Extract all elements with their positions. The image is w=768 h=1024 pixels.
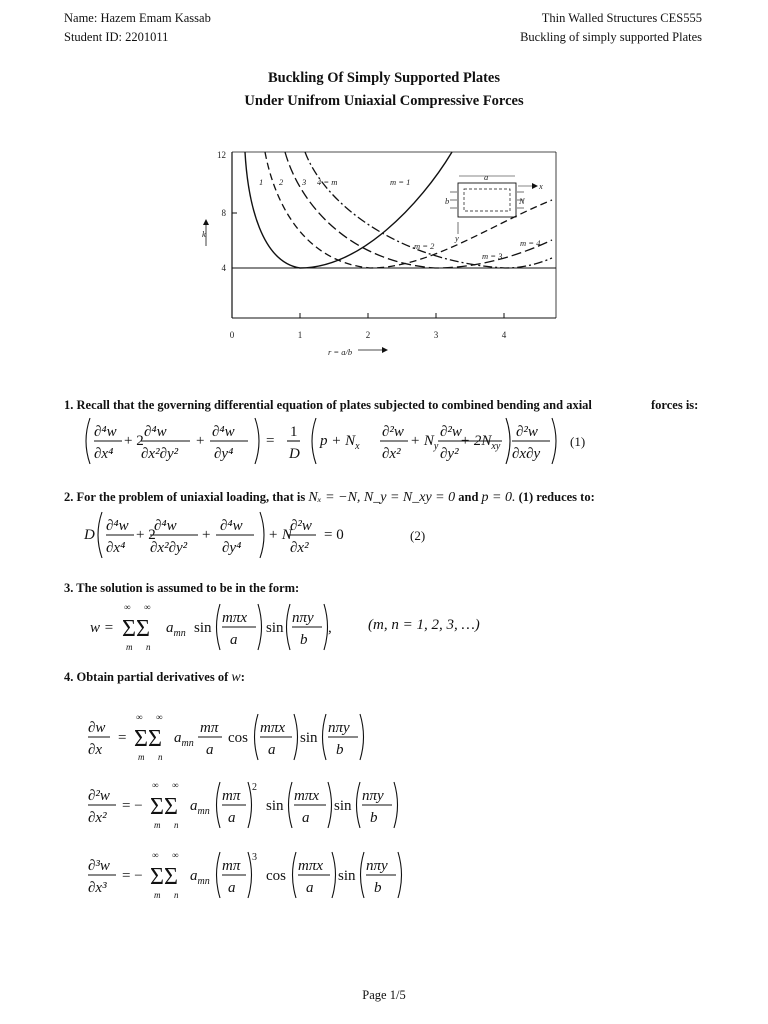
x-tick-1: 1 xyxy=(297,330,303,340)
svg-text:mπ: mπ xyxy=(200,720,219,736)
svg-text:amn: $a_{mn}$ xyxy=(174,730,194,749)
svg-text:= −: = − xyxy=(122,868,143,884)
svg-text:mπx: mπx xyxy=(298,858,324,874)
svg-text:∂²w: ∂²w xyxy=(382,424,404,440)
curve-label-1: 1 xyxy=(259,177,264,187)
svg-text:mπx: mπx xyxy=(222,610,248,626)
svg-text:∂x∂y: ∂x∂y xyxy=(512,446,541,462)
svg-text:+ 2: + 2 xyxy=(136,527,156,543)
curve-label-m4: m = 4 xyxy=(520,238,541,248)
svg-text:m: m xyxy=(154,820,161,830)
svg-text:,: , xyxy=(328,620,332,636)
r-arrow-icon xyxy=(382,347,388,353)
svg-text:n: n xyxy=(146,642,151,652)
svg-text:=: = xyxy=(118,730,127,746)
svg-text:a: a xyxy=(230,632,238,648)
course-name: Thin Walled Structures CES555 xyxy=(541,11,702,25)
svg-text:∂w: ∂w xyxy=(88,720,106,736)
svg-text:amn: $a_{mn}$ xyxy=(190,868,210,887)
section-1-text-end: forces is: xyxy=(651,398,699,412)
buckling-coefficient-figure xyxy=(195,140,575,365)
svg-text:m: m xyxy=(154,890,161,900)
student-id: Student ID: 2201011 xyxy=(64,30,169,44)
y-tick-8: 8 xyxy=(221,208,226,218)
k-arrow-icon xyxy=(203,219,209,225)
x-tick-3: 3 xyxy=(433,330,439,340)
svg-text:2: 2 xyxy=(252,782,257,793)
svg-text:∂x⁴: ∂x⁴ xyxy=(106,540,126,556)
svg-text:∂⁴w: ∂⁴w xyxy=(106,518,129,534)
svg-text:m: m xyxy=(126,642,133,652)
svg-text:nπy: nπy xyxy=(328,720,350,736)
svg-text:cos: cos xyxy=(266,868,286,884)
svg-text:∂²w: ∂²w xyxy=(88,788,110,804)
svg-text:n: n xyxy=(174,820,179,830)
svg-text:∞: ∞ xyxy=(144,602,151,612)
svg-text:∂x²∂y²: ∂x²∂y² xyxy=(150,540,188,556)
svg-text:mπx: mπx xyxy=(294,788,320,804)
svg-text:a: a xyxy=(206,742,214,758)
svg-text:sin: sin xyxy=(194,620,212,636)
svg-text:sin: sin xyxy=(266,798,284,814)
svg-text:∂⁴w: ∂⁴w xyxy=(212,424,235,440)
y-tick-4: 4 xyxy=(221,263,226,273)
document-topic: Buckling of simply supported Plates xyxy=(520,30,702,44)
svg-text:sin: sin xyxy=(300,730,318,746)
svg-text:∂x⁴: ∂x⁴ xyxy=(94,446,114,462)
inset-label-x: x xyxy=(539,181,543,191)
section-1-text: 1. Recall that the governing differential equation of plates subjected to combined bending and axial xyxy=(64,398,592,412)
svg-text:= 0: = 0 xyxy=(324,527,344,543)
svg-text:∂²w: ∂²w xyxy=(440,424,462,440)
svg-text:∂³w: ∂³w xyxy=(88,858,110,874)
svg-text:∂x²∂y²: ∂x²∂y² xyxy=(141,446,179,462)
svg-text:b: b xyxy=(370,810,378,826)
svg-text:∂x²: ∂x² xyxy=(290,540,309,556)
svg-text:sin: sin xyxy=(338,868,356,884)
svg-text:ΣΣ: ΣΣ xyxy=(150,864,178,890)
svg-text:∞: ∞ xyxy=(124,602,131,612)
equation-1-tail xyxy=(460,412,580,470)
curve-label-4m: 4 = m xyxy=(317,177,338,187)
inset-label-n: N xyxy=(519,196,525,206)
svg-text:a: a xyxy=(268,742,276,758)
equation-3 xyxy=(86,598,346,654)
equation-2 xyxy=(80,506,400,564)
svg-text:+ 2: + 2 xyxy=(124,433,144,449)
svg-text:∂y⁴: ∂y⁴ xyxy=(222,540,242,556)
title-line-1: Buckling Of Simply Supported Plates xyxy=(267,70,501,86)
svg-text:∞: ∞ xyxy=(172,780,179,790)
svg-text:+ Ny: + $N_y$ xyxy=(410,433,439,452)
svg-text:∞: ∞ xyxy=(156,712,163,722)
page-number: Page 1/5 xyxy=(362,988,406,1002)
svg-text:= −: = − xyxy=(122,798,143,814)
svg-text:1: 1 xyxy=(290,424,298,440)
x-tick-0: 0 xyxy=(229,330,235,340)
svg-text:=: = xyxy=(266,433,275,449)
svg-text:∞: ∞ xyxy=(152,780,159,790)
equation-2-number: (2) xyxy=(410,528,426,543)
svg-text:∂⁴w: ∂⁴w xyxy=(154,518,177,534)
equation-d2w-dx2 xyxy=(88,776,408,834)
inset-label-y: y xyxy=(455,233,459,243)
svg-text:b: b xyxy=(374,880,382,896)
svg-text:ΣΣ: ΣΣ xyxy=(122,616,150,642)
section-4-text: 4. Obtain partial derivatives of w: xyxy=(64,670,245,685)
x-tick-2: 2 xyxy=(365,330,371,340)
equation-1-number: (1) xyxy=(570,434,586,449)
y-axis-label: k xyxy=(202,229,206,239)
svg-text:a: a xyxy=(302,810,310,826)
x-axis-label: r = a/b xyxy=(328,347,353,357)
index-range: (m, n = 1, 2, 3, …) xyxy=(368,617,480,633)
x-tick-4: 4 xyxy=(501,330,507,340)
svg-text:∂x²: ∂x² xyxy=(382,446,401,462)
title-line-2: Under Unifrom Uniaxial Compressive Forces xyxy=(244,93,524,109)
svg-text:∂x³: ∂x³ xyxy=(88,880,107,896)
svg-text:+: + xyxy=(196,433,205,449)
svg-text:b: b xyxy=(336,742,344,758)
svg-text:3: 3 xyxy=(252,852,257,863)
svg-text:mπ: mπ xyxy=(222,858,241,874)
svg-text:a: a xyxy=(306,880,314,896)
curve-label-3: 3 xyxy=(302,177,307,187)
svg-text:a: a xyxy=(228,880,236,896)
section-2-text: 2. For the problem of uniaxial loading, that is Nₓ = −N, N_y = N_xy = 0 and p = 0. (1) reduces to: xyxy=(64,490,595,505)
equation-1 xyxy=(60,412,700,470)
y-tick-12: 12 xyxy=(217,150,226,160)
svg-text:amn: $a_{mn}$ xyxy=(166,620,186,639)
svg-text:mπ: mπ xyxy=(222,788,241,804)
svg-text:+ N: + N xyxy=(268,527,292,543)
svg-text:a: a xyxy=(228,810,236,826)
svg-text:p + Nx: $p + N_x$ xyxy=(320,433,360,452)
svg-text:nπy: nπy xyxy=(366,858,388,874)
svg-text:ΣΣ: ΣΣ xyxy=(134,726,162,752)
svg-text:cos: cos xyxy=(228,730,248,746)
svg-text:nπy: nπy xyxy=(292,610,314,626)
svg-text:∂x: ∂x xyxy=(88,742,103,758)
svg-text:∂⁴w: ∂⁴w xyxy=(94,424,117,440)
svg-text:n: n xyxy=(174,890,179,900)
svg-text:+ 2Nxy: + $2N_{xy}$ xyxy=(460,433,501,452)
svg-text:n: n xyxy=(158,752,163,762)
svg-text:∂⁴w: ∂⁴w xyxy=(220,518,243,534)
svg-text:∂⁴w: ∂⁴w xyxy=(144,424,167,440)
svg-text:∞: ∞ xyxy=(152,850,159,860)
author-name: Name: Hazem Emam Kassab xyxy=(64,11,211,25)
svg-text:D: D xyxy=(289,446,300,462)
curve-label-m2: m = 2 xyxy=(414,241,435,251)
svg-text:nπy: nπy xyxy=(362,788,384,804)
svg-text:ΣΣ: ΣΣ xyxy=(150,794,178,820)
svg-text:D: D xyxy=(84,527,95,543)
equation-d3w-dx3 xyxy=(88,846,408,904)
svg-text:∞: ∞ xyxy=(172,850,179,860)
svg-text:m: m xyxy=(138,752,145,762)
svg-text:mπx: mπx xyxy=(260,720,286,736)
svg-text:∂²w: ∂²w xyxy=(290,518,312,534)
svg-text:amn: $a_{mn}$ xyxy=(190,798,210,817)
svg-text:∂y²: ∂y² xyxy=(440,446,459,462)
svg-text:b: b xyxy=(300,632,308,648)
svg-text:∂x²: ∂x² xyxy=(88,810,107,826)
svg-text:+: + xyxy=(202,527,211,543)
section-3-text: 3. The solution is assumed to be in the form: xyxy=(64,581,300,595)
svg-text:sin: sin xyxy=(334,798,352,814)
svg-text:w =: w = xyxy=(90,620,114,636)
svg-text:∂²w: ∂²w xyxy=(516,424,538,440)
svg-text:sin: sin xyxy=(266,620,284,636)
curve-label-m3: m = 3 xyxy=(482,251,503,261)
curve-label-m1: m = 1 xyxy=(390,177,411,187)
svg-text:∂y⁴: ∂y⁴ xyxy=(214,446,234,462)
equation-dw-dx xyxy=(88,708,368,766)
svg-text:∞: ∞ xyxy=(136,712,143,722)
inset-label-b: b xyxy=(445,196,450,206)
inset-label-a: a xyxy=(484,172,489,182)
curve-label-2: 2 xyxy=(279,177,284,187)
